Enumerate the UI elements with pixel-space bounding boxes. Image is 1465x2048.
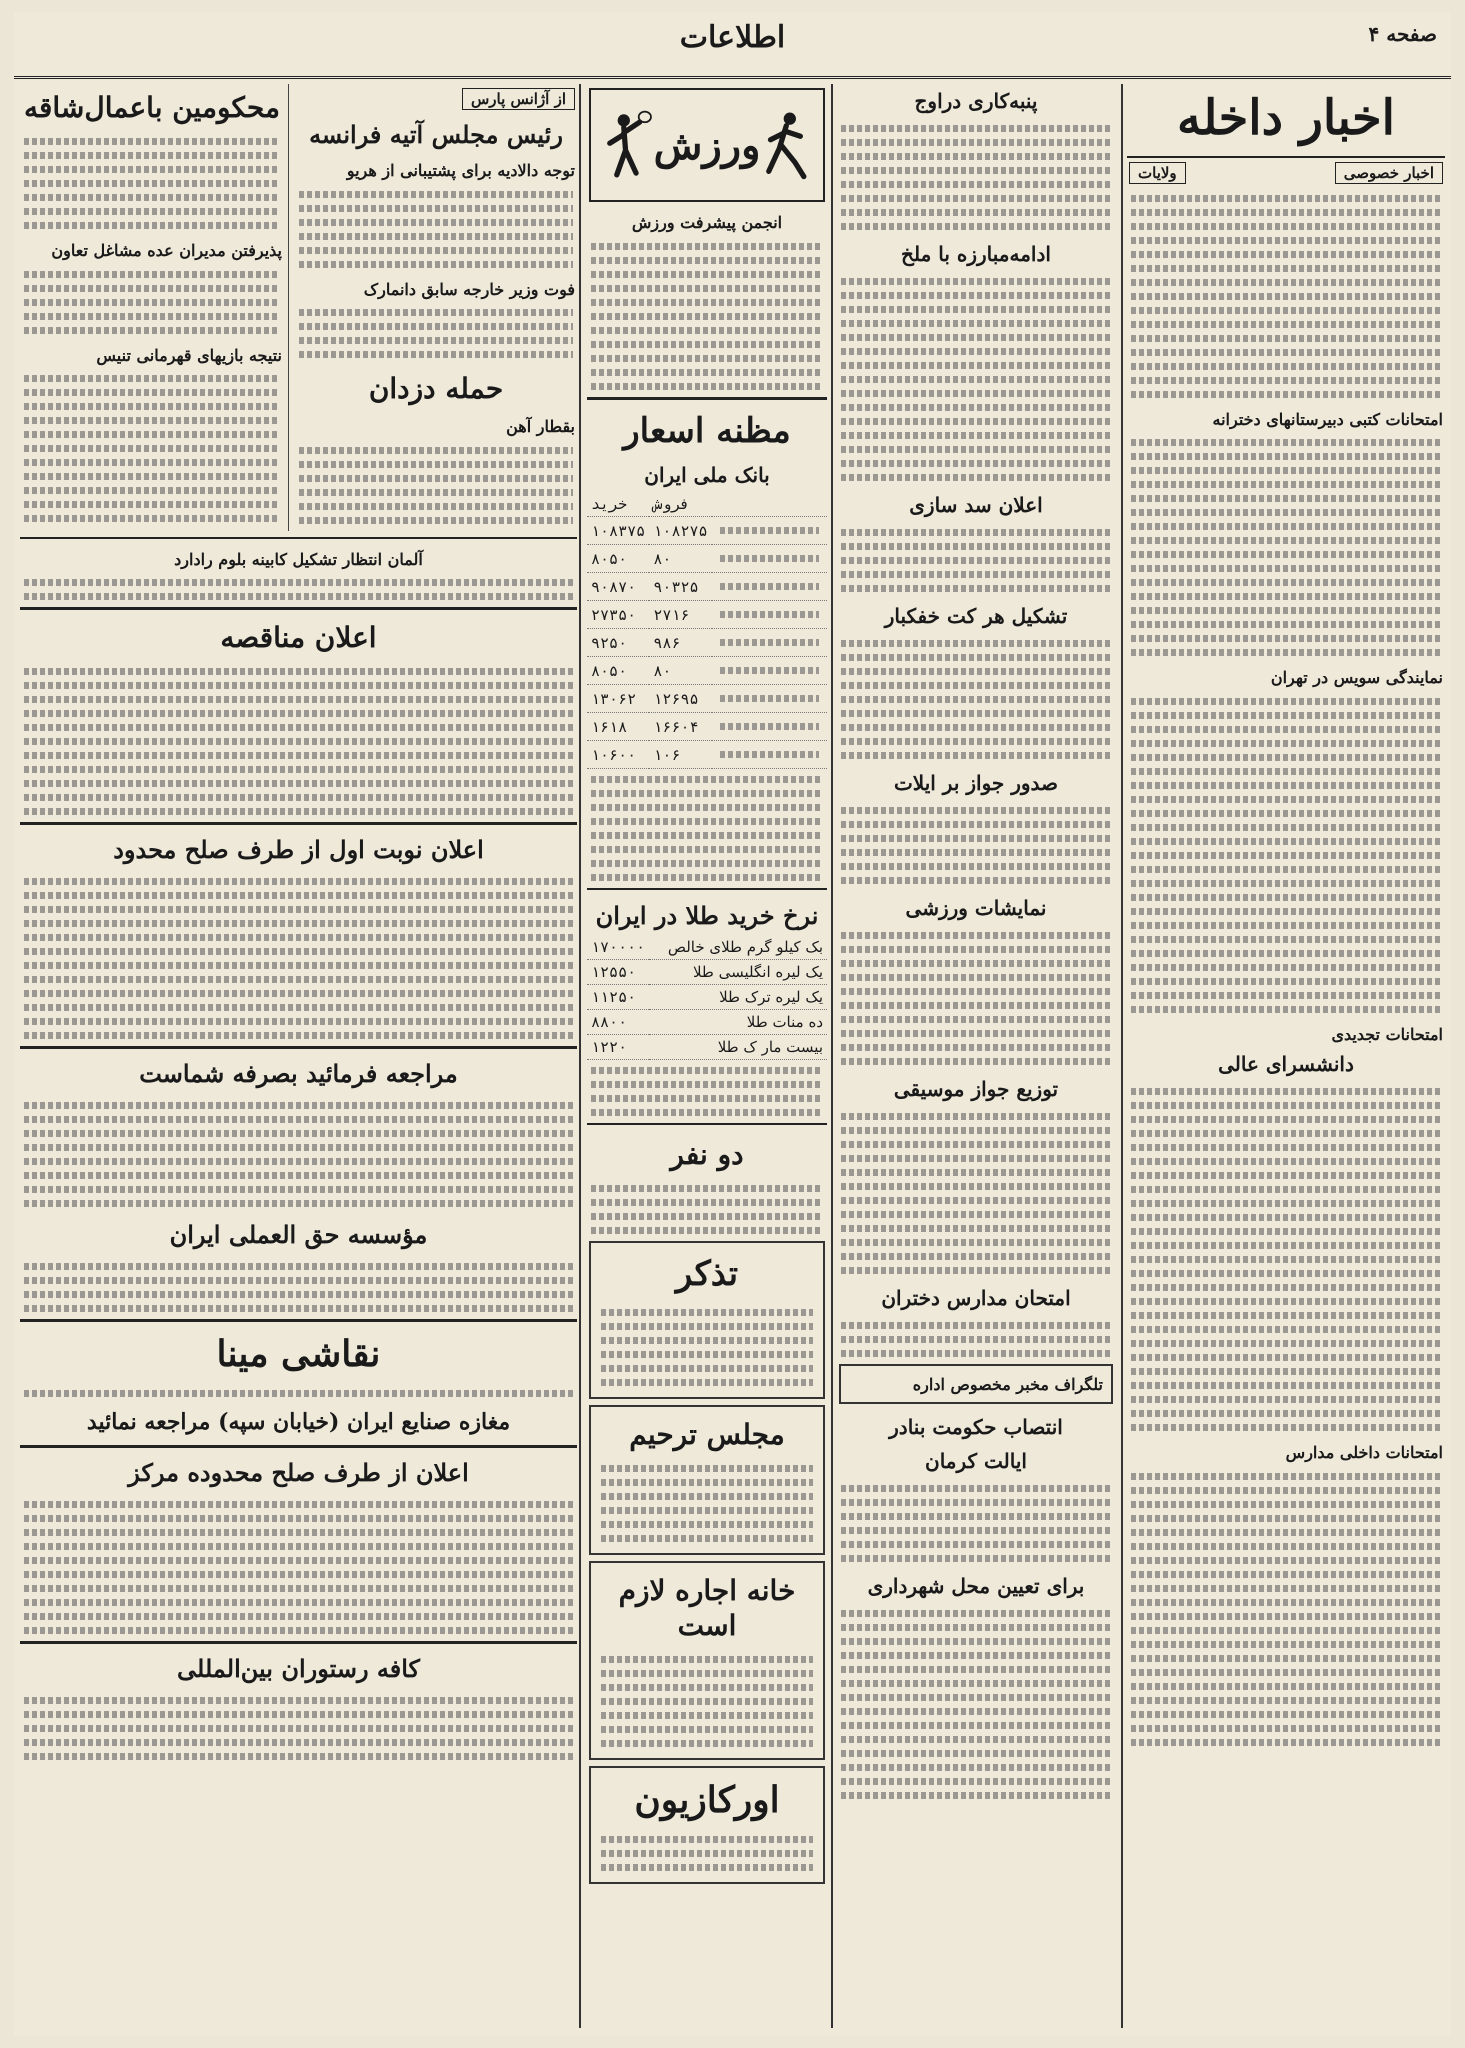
- masthead: [14, 12, 1451, 79]
- column-header: خرید: [587, 492, 649, 517]
- article-headline: اعلان از طرف صلح محدوده مرکز: [128, 1457, 469, 1487]
- article-headline: کافه رستوران بین‌المللی: [177, 1653, 420, 1683]
- article-headline: پنبه‌کاری دراوج: [914, 89, 1038, 113]
- column-rule: [579, 84, 581, 2028]
- newspaper-page: [14, 12, 1451, 2036]
- article-headline: برای تعیین محل شهرداری: [867, 1573, 1085, 1598]
- sports-title: ورزش: [653, 121, 761, 169]
- memorial-box: [589, 1405, 825, 1555]
- table-row: ده منات طلا ۸۸۰۰: [587, 1010, 827, 1035]
- column-foreign-ads: [20, 84, 577, 2028]
- table-row: ۱۶۱۸ ۱۶۶۰۴: [587, 713, 827, 741]
- article-headline: نمایشات ورزشی: [905, 896, 1047, 920]
- table-row: ۱۰۸۳۷۵ ۱۰۸۲۷۵: [587, 517, 827, 545]
- article-headline: امتحانات کتبی دبیرستانهای دخترانه: [1212, 409, 1443, 429]
- article-headline: انجمن پیشرفت ورزش: [631, 213, 783, 232]
- table-row: ۲۷۳۵۰ ۲۷۱۶: [587, 601, 827, 629]
- article-headline: فوت وزیر خارجه سابق دانمارک: [363, 279, 575, 299]
- article-headline: صدور جواز بر ایلات: [893, 771, 1059, 795]
- article-headline: تذکر: [675, 1254, 739, 1295]
- table-row: ۱۳۰۶۲ ۱۲۶۹۵: [587, 685, 827, 713]
- article-headline: نقاشی مینا: [216, 1333, 381, 1376]
- article-headline: مجلس ترحیم: [629, 1417, 785, 1451]
- table-row: ۱۰۶۰۰ ۱۰۶: [587, 741, 827, 769]
- table-row: بک کیلو گرم طلای خالص ۱۷۰۰۰۰: [587, 935, 827, 960]
- paper-name: اطلاعات: [679, 20, 786, 55]
- article-headline: تلگراف مخبر مخصوص اداره: [912, 1375, 1103, 1394]
- table-row: یک لیره انگلیسی طلا ۱۲۵۵۰: [587, 960, 827, 985]
- article-headline: اعلان مناقصه: [220, 621, 377, 655]
- article-body: [1127, 195, 1445, 398]
- article-headline: توزیع جواز موسیقی: [893, 1077, 1059, 1101]
- article-headline: اورکازیون: [634, 1778, 780, 1821]
- article-headline: نرخ خرید طلا در ایران: [595, 901, 819, 931]
- article-headline: پذیرفتن مدیران عده مشاغل تعاون: [51, 241, 282, 260]
- article-headline: خانه اجاره لازم است: [618, 1573, 796, 1642]
- tag-pars-agency: از آژانس پارس: [462, 88, 575, 110]
- article-headline: دانشسرای عالی: [1218, 1052, 1354, 1077]
- notice-box: [589, 1241, 825, 1399]
- tag-provinces: ولایات: [1129, 162, 1186, 184]
- page-label: صفحه ۴: [1368, 22, 1437, 46]
- subcolumn-left: [20, 84, 284, 531]
- table-row: ۹۰۸۷۰ ۹۰۳۲۵: [587, 573, 827, 601]
- article-headline: مغازه صنایع ایران (خیابان سپه) مراجعه نمائید: [86, 1409, 511, 1436]
- column-domestic-news: [1127, 84, 1445, 2028]
- article-headline: مؤسسه حق العملی ایران: [169, 1220, 428, 1250]
- section-title-domestic: اخبار داخله: [1127, 84, 1445, 158]
- table-row: ۸۰۵۰ ۸۰: [587, 545, 827, 573]
- column-sports-rates: [587, 84, 827, 2028]
- sports-banner: [589, 88, 825, 202]
- column-rule: [831, 84, 833, 2028]
- article-headline: بقطار آهن: [506, 417, 575, 437]
- article-headline: امتحانات تجدیدی: [1331, 1024, 1443, 1044]
- tag-private-news: اخبار خصوصی: [1335, 162, 1443, 184]
- article-headline: تشکیل هر کت خفکبار: [884, 604, 1068, 628]
- article-headline: امتحان مدارس دختران: [881, 1286, 1071, 1310]
- article-headline: مظنه اسعار: [623, 410, 791, 451]
- table-header: [587, 492, 827, 517]
- runner-icon: [760, 103, 813, 187]
- article-headline: بانک ملی ایران: [644, 463, 770, 488]
- article-headline: اعلان نوبت اول از طرف صلح محدود: [113, 835, 484, 865]
- article-headline: نمایندگی سویس در تهران: [1270, 668, 1443, 688]
- column-rule: [1121, 84, 1123, 2028]
- table-row: ۹۲۵۰ ۹۸۶: [587, 629, 827, 657]
- article-headline: آلمان انتظار تشکیل کابینه بلوم رادارد: [174, 549, 423, 569]
- article-headline: امتحانات داخلی مدارس: [1285, 1443, 1443, 1463]
- subcolumn-right: [288, 84, 577, 531]
- rental-ad: [589, 1561, 825, 1760]
- article-headline: ادامه‌مبارزه‌ با‌ ملخ: [901, 242, 1051, 266]
- article-headline: حمله دزدان: [368, 372, 504, 406]
- occasion-ad: [589, 1766, 825, 1884]
- article-headline: نتیجه بازیهای قهرمانی تنیس: [96, 345, 282, 365]
- tennis-player-icon: [601, 103, 654, 187]
- table-row: بیست مار ک طلا ۱۲۲۰: [587, 1035, 827, 1060]
- article-headline: مراجعه فرمائید بصرفه شماست: [139, 1059, 458, 1089]
- gold-rates-table: [587, 935, 827, 1060]
- article-headline: اعلان سد سازی: [909, 493, 1043, 517]
- article-headline: دو نفر: [670, 1138, 744, 1172]
- telegraph-box: [839, 1364, 1113, 1404]
- article-headline: توجه دالادیه برای پشتیبانی از هریو: [346, 161, 575, 180]
- column-header: فروش: [649, 492, 711, 517]
- article-headline: محکومین باعمال‌شاقه: [24, 91, 280, 124]
- column-provinces: [837, 84, 1115, 2028]
- exchange-rates-table: [587, 492, 827, 769]
- table-row: ۸۰۵۰ ۸۰: [587, 657, 827, 685]
- article-headline: انتصاب حکومت بنادر: [889, 1414, 1063, 1439]
- article-headline: رئیس مجلس آتیه فرانسه: [309, 120, 563, 149]
- article-headline: ایالت کرمان: [925, 1448, 1027, 1473]
- table-row: یک لیره ترک طلا ۱۱۲۵۰: [587, 985, 827, 1010]
